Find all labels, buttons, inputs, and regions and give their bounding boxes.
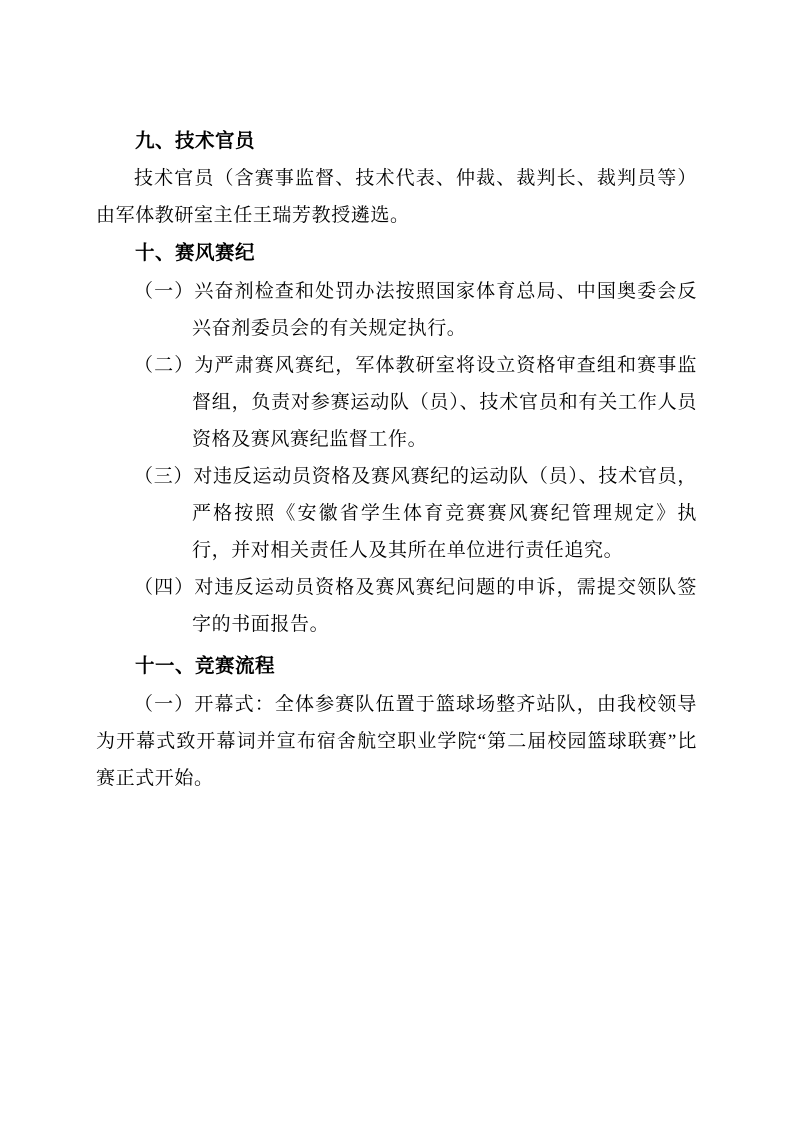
- section-10-item-2: （二）为严肃赛风赛纪，军体教研室将设立资格审查组和赛事监督组，负责对参赛运动队（员）、技术官员和有关工作人员资格及赛风赛纪监督工作。: [134, 354, 697, 450]
- section-9-heading: 九、技术官员: [135, 129, 256, 152]
- section-11-paragraph: （一）开幕式：全体参赛队伍置于篮球场整齐站队，由我校领导为开幕式致开幕词并宣布宿舍航空职业学院“第二届校园篮球联赛”比赛正式开始。: [96, 693, 697, 789]
- section-10-item-1: （一）兴奋剂检查和处罚办法按照国家体育总局、中国奥委会反兴奋剂委员会的有关规定执行。: [134, 280, 697, 339]
- document-body: [96, 128, 697, 797]
- spacer: [96, 643, 697, 653]
- section-10-item-3: （三）对违反运动员资格及赛风赛纪的运动队（员）、技术官员，严格按照《安徽省学生体育竞赛赛风赛纪管理规定》执行，并对相关责任人及其所在单位进行责任追究。: [134, 465, 697, 562]
- section-11-heading: 十一、竞赛流程: [135, 654, 276, 678]
- section-9-paragraph: 技术官员（含赛事监督、技术代表、仲裁、裁判长、裁判员等）由军体教研室主任王瑞芳教授遴选。: [96, 168, 697, 227]
- spacer: [96, 234, 697, 238]
- section-10-item-4: （四）对违反运动员资格及赛风赛纪问题的申诉，需提交领队签字的书面报告。: [134, 577, 697, 636]
- section-10-heading: 十、赛风赛纪: [135, 241, 256, 265]
